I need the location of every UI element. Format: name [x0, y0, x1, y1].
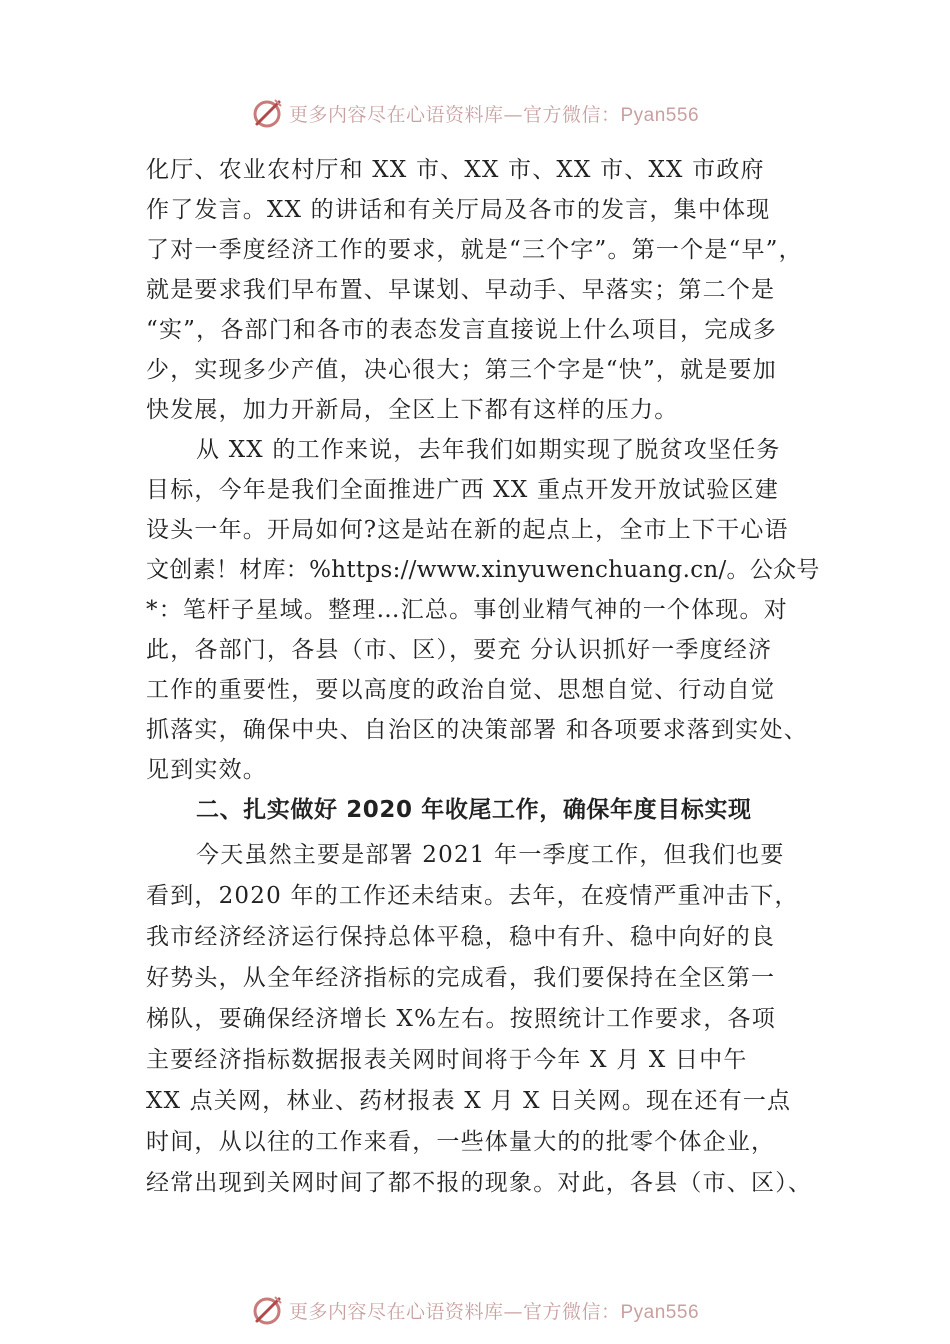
paragraph-line: 抓落实，确保中央、自治区的决策部署 和各项要求落到实处、 [146, 717, 808, 743]
paragraph-line: 了对一季度经济工作的要求，就是“三个字”。第一个是“早”， [146, 237, 803, 263]
paragraph-line: 作了发言。XX 的讲话和有关厅局及各市的发言，集中体现 [146, 197, 771, 223]
paragraph-line: 化厅、农业农村厅和 XX 市、XX 市、XX 市、XX 市政府 [146, 157, 765, 183]
paragraph-line: 经常出现到关网时间了都不报的现象。对此，各县（市、区）、 [146, 1170, 813, 1196]
paragraph-line: “实”，各部门和各市的表态发言直接说上什么项目，完成多 [146, 317, 777, 343]
paragraph-line: 见到实效。 [146, 757, 267, 783]
section-heading: 二、扎实做好 2020 年收尾工作，确保年度目标实现 [196, 797, 752, 823]
paragraph-line: 文创素！材库：%https://www.xinyuwenchuang.cn/。公众号 [146, 557, 820, 583]
paragraph-line: 看到，2020 年的工作还未结束。去年，在疫情严重冲击下， [146, 883, 799, 909]
paragraph-line: 梯队，要确保经济增长 X%左右。按照统计工作要求，各项 [146, 1006, 776, 1032]
paragraph-line: 快发展，加力开新局，全区上下都有这样的压力。 [146, 397, 679, 423]
paragraph-line: 少，实现多少产值，决心很大；第三个字是“快”，就是要加 [146, 357, 777, 383]
brush-logo-icon [251, 1293, 285, 1327]
paragraph-line: 目标，今年是我们全面推进广西 XX 重点开发开放试验区建 [146, 477, 779, 503]
watermark-text: 更多内容尽在心语资料库—官方微信：Pyan556 [288, 1300, 700, 1323]
paragraph-line: *：笔杆子星域。整理…汇总。事创业精气神的一个体现。对 [146, 597, 788, 623]
paragraph-line: 就是要求我们早布置、早谋划、早动手、早落实；第二个是 [146, 277, 776, 303]
paragraph-line: 此，各部门，各县（市、区），要充 分认识抓好一季度经济 [146, 637, 773, 663]
watermark-footer [0, 1290, 950, 1330]
paragraph-line: 工作的重要性，要以高度的政治自觉、思想自觉、行动自觉 [146, 677, 776, 703]
paragraph-line: 今天虽然主要是部署 2021 年一季度工作，但我们也要 [196, 842, 785, 868]
paragraph-line: 好势头，从全年经济指标的完成看，我们要保持在全区第一 [146, 965, 776, 991]
paragraph-line: 从 XX 的工作来说，去年我们如期实现了脱贫攻坚任务 [196, 437, 781, 463]
paragraph-line: 我市经济经济运行保持总体平稳，稳中有升、稳中向好的良 [146, 924, 776, 950]
paragraph-line: 时间，从以往的工作来看，一些体量大的的批零个体企业， [146, 1129, 776, 1155]
paragraph-line: 主要经济指标数据报表关网时间将于今年 X 月 X 日中午 [146, 1047, 748, 1073]
watermark-header [0, 93, 950, 133]
paragraph-line: XX 点关网，林业、药材报表 X 月 X 日关网。现在还有一点 [146, 1088, 792, 1114]
brush-logo-icon [251, 96, 285, 130]
paragraph-line: 设头一年。开局如何?这是站在新的起点上，全市上下干心语 [146, 517, 789, 543]
watermark-text: 更多内容尽在心语资料库—官方微信：Pyan556 [288, 103, 700, 126]
